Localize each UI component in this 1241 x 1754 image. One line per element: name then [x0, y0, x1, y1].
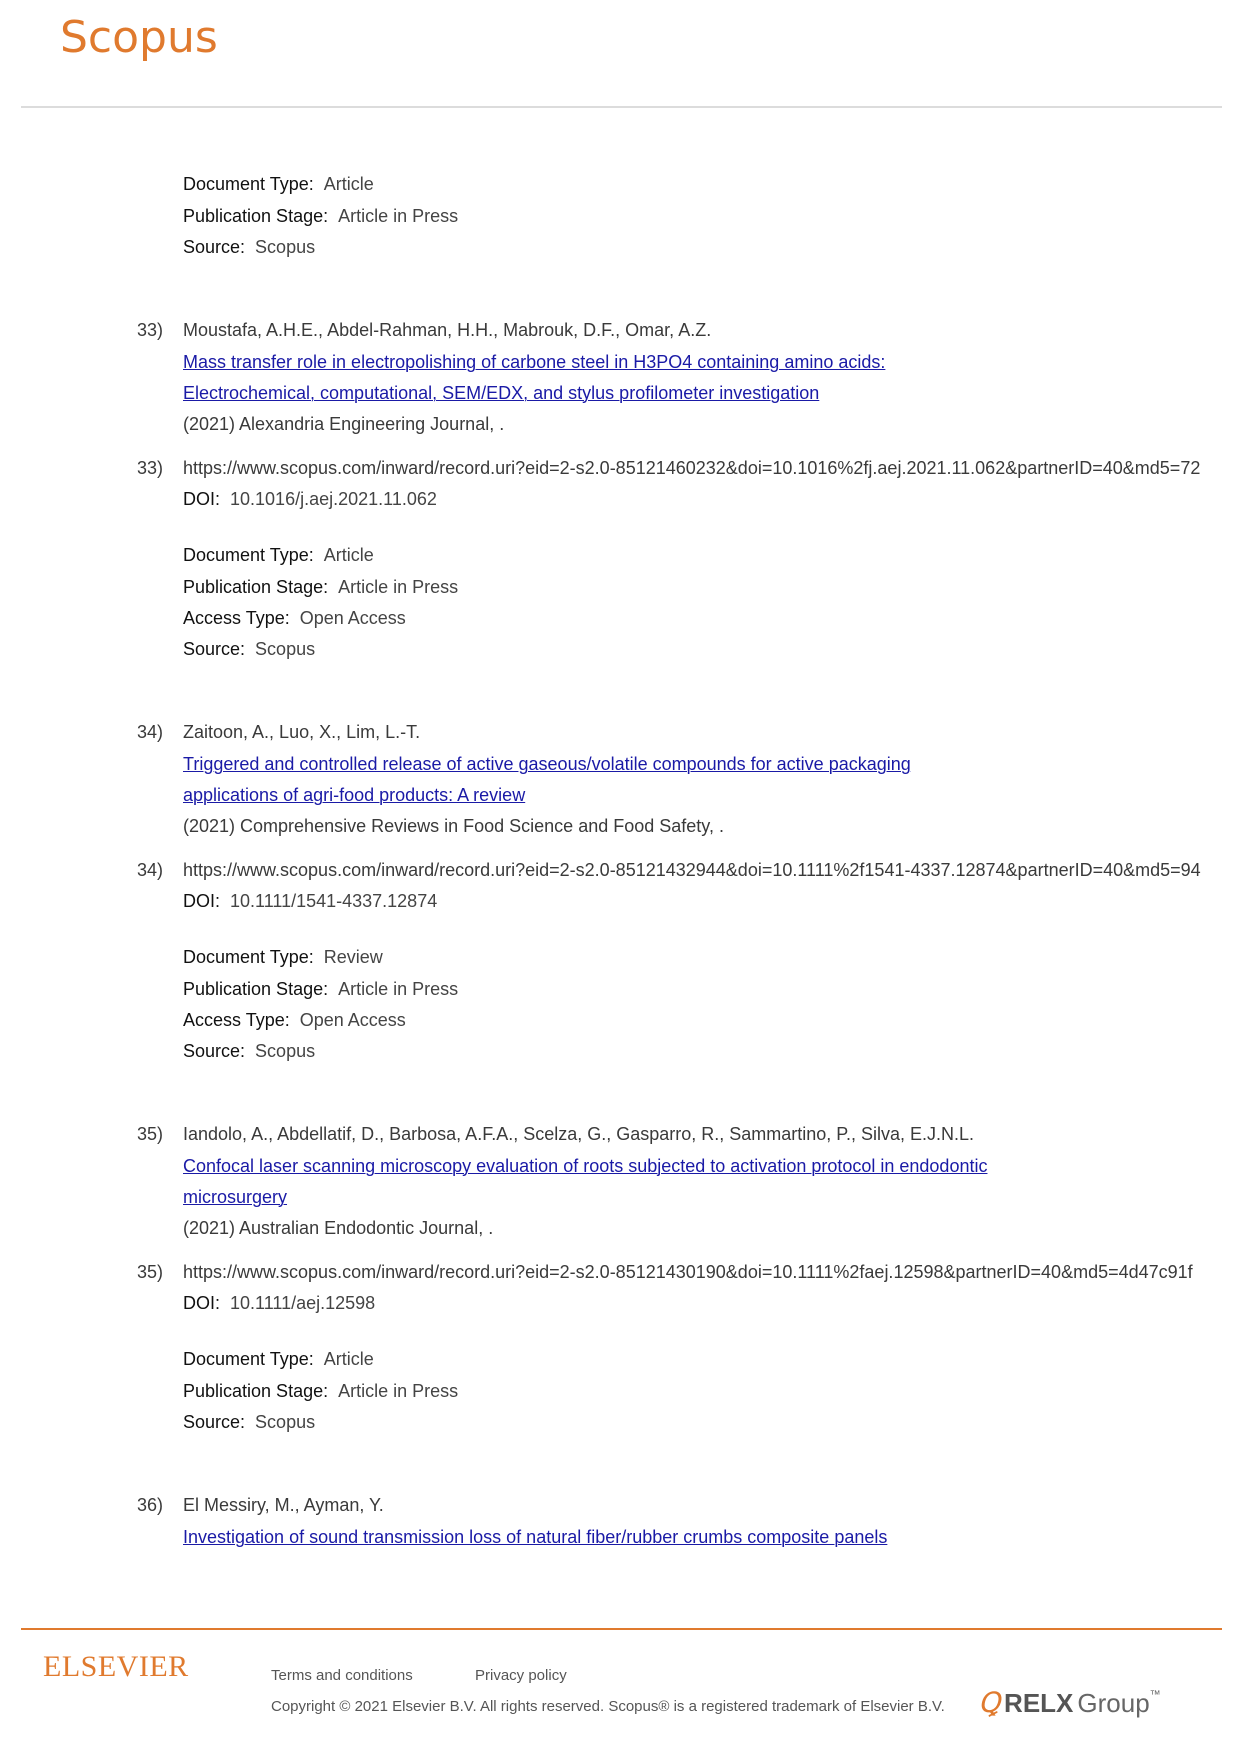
- privacy-link[interactable]: Privacy policy: [475, 1667, 567, 1684]
- entry-url: https://www.scopus.com/inward/record.uri?eid=2-s2.0-85121460232&doi=10.1016%2fj.aej.2021.11.062&partnerID=40&md5=72: [183, 458, 1201, 478]
- label: DOI:: [183, 891, 221, 911]
- value: Article: [323, 1349, 374, 1369]
- entry-authors: El Messiry, M., Ayman, Y.: [183, 1495, 384, 1515]
- doc-type-row: [183, 1348, 374, 1370]
- entry-authors: Zaitoon, A., Luo, X., Lim, L.-T.: [183, 722, 421, 742]
- entry-title-link[interactable]: Mass transfer role in electropolishing of carbone steel in H3PO4 containing amino acids:: [183, 352, 886, 372]
- doc-type-row: [183, 544, 374, 566]
- entry-number: 35): [137, 1262, 164, 1282]
- entry-title-link[interactable]: Triggered and controlled release of active gaseous/volatile compounds for active packaging: [183, 754, 911, 774]
- copyright-text: Copyright © 2021 Elsevier B.V. All rights reserved. Scopus® is a registered trademark of Elsevier B.V.: [271, 1698, 945, 1715]
- entry-title-link[interactable]: Investigation of sound transmission loss of natural fiber/rubber crumbs composite panels: [183, 1527, 888, 1547]
- source-row: [183, 638, 315, 660]
- doc-type-row: [183, 946, 383, 968]
- doi-row: [183, 1292, 375, 1314]
- value: 10.1016/j.aej.2021.11.062: [230, 489, 437, 509]
- relx-icon: Ꝗ: [978, 1688, 1001, 1719]
- source-row: [183, 236, 315, 258]
- doi-row: [183, 488, 437, 510]
- label: Publication Stage:: [183, 979, 329, 999]
- access-type-row: [183, 1009, 406, 1031]
- pub-stage-row: [183, 978, 458, 1000]
- label: Source:: [183, 1412, 246, 1432]
- entry-number: 35): [137, 1124, 164, 1144]
- value: Article in Press: [338, 979, 459, 999]
- terms-link[interactable]: Terms and conditions: [271, 1667, 413, 1684]
- entry-authors: Iandolo, A., Abdellatif, D., Barbosa, A.F.A., Scelza, G., Gasparro, R., Sammartino, P., Silva, E.J.N.L.: [183, 1124, 975, 1144]
- entry-title-link[interactable]: Confocal laser scanning microscopy evaluation of roots subjected to activation protocol in endodontic: [183, 1156, 988, 1176]
- entry-authors: Moustafa, A.H.E., Abdel-Rahman, H.H., Mabrouk, D.F., Omar, A.Z.: [183, 320, 712, 340]
- entry-title-link[interactable]: microsurgery: [183, 1187, 288, 1207]
- value: Article in Press: [338, 577, 459, 597]
- entry-number: 34): [137, 860, 164, 880]
- label: Document Type:: [183, 174, 314, 194]
- entry-url: https://www.scopus.com/inward/record.uri?eid=2-s2.0-85121430190&doi=10.1111%2faej.12598&partnerID=40&md5=4d47c91f: [183, 1262, 1193, 1282]
- value: 10.1111/aej.12598: [230, 1293, 376, 1313]
- trademark-symbol: ™: [1149, 1689, 1161, 1701]
- label: Publication Stage:: [183, 206, 329, 226]
- source-row: [183, 1040, 315, 1062]
- label: Source:: [183, 1041, 246, 1061]
- value: Scopus: [255, 1412, 316, 1432]
- label: DOI:: [183, 1293, 221, 1313]
- entry-title-link[interactable]: applications of agri-food products: A review: [183, 785, 526, 805]
- entry-title-link[interactable]: Electrochemical, computational, SEM/EDX, and stylus profilometer investigation: [183, 383, 820, 403]
- entry-number: 33): [137, 320, 164, 340]
- value: Scopus: [255, 237, 316, 257]
- label: Access Type:: [183, 608, 290, 628]
- pub-stage-row: [183, 205, 458, 227]
- value: 10.1111/1541-4337.12874: [230, 891, 438, 911]
- entry-citation: (2021) Australian Endodontic Journal, .: [183, 1218, 494, 1238]
- label: Document Type:: [183, 1349, 314, 1369]
- scopus-logo: Scopus: [60, 12, 218, 63]
- header-divider: [21, 106, 1222, 108]
- label: Publication Stage:: [183, 1381, 329, 1401]
- doc-type-row: [183, 173, 374, 195]
- value: Article: [323, 545, 374, 565]
- doi-row: [183, 890, 437, 912]
- label: Source:: [183, 639, 246, 659]
- entry-number: 33): [137, 458, 164, 478]
- value: Scopus: [255, 639, 316, 659]
- label: Document Type:: [183, 947, 314, 967]
- label: Source:: [183, 237, 246, 257]
- value: Article in Press: [338, 206, 459, 226]
- access-type-row: [183, 607, 406, 629]
- elsevier-logo: ELSEVIER: [43, 1650, 189, 1683]
- entry-citation: (2021) Comprehensive Reviews in Food Science and Food Safety, .: [183, 816, 724, 836]
- value: Review: [323, 947, 383, 967]
- label: DOI:: [183, 489, 221, 509]
- label: Access Type:: [183, 1010, 290, 1030]
- relx-wordmark: RELX: [1004, 1687, 1074, 1718]
- value: Article: [323, 174, 374, 194]
- value: Scopus: [255, 1041, 316, 1061]
- entry-url: https://www.scopus.com/inward/record.uri?eid=2-s2.0-85121432944&doi=10.1111%2f1541-4337.12874&partnerID=40&md5=94: [183, 860, 1201, 880]
- label: Publication Stage:: [183, 577, 329, 597]
- pub-stage-row: [183, 1380, 458, 1402]
- footer-divider: [21, 1628, 1222, 1630]
- entry-number: 36): [137, 1495, 164, 1515]
- pub-stage-row: [183, 576, 458, 598]
- group-wordmark: Group: [1077, 1687, 1150, 1718]
- relx-group-logo: [978, 1686, 1161, 1720]
- value: Open Access: [299, 1010, 406, 1030]
- value: Article in Press: [338, 1381, 459, 1401]
- entry-citation: (2021) Alexandria Engineering Journal, .: [183, 414, 505, 434]
- source-row: [183, 1411, 315, 1433]
- entry-number: 34): [137, 722, 164, 742]
- value: Open Access: [299, 608, 406, 628]
- label: Document Type:: [183, 545, 314, 565]
